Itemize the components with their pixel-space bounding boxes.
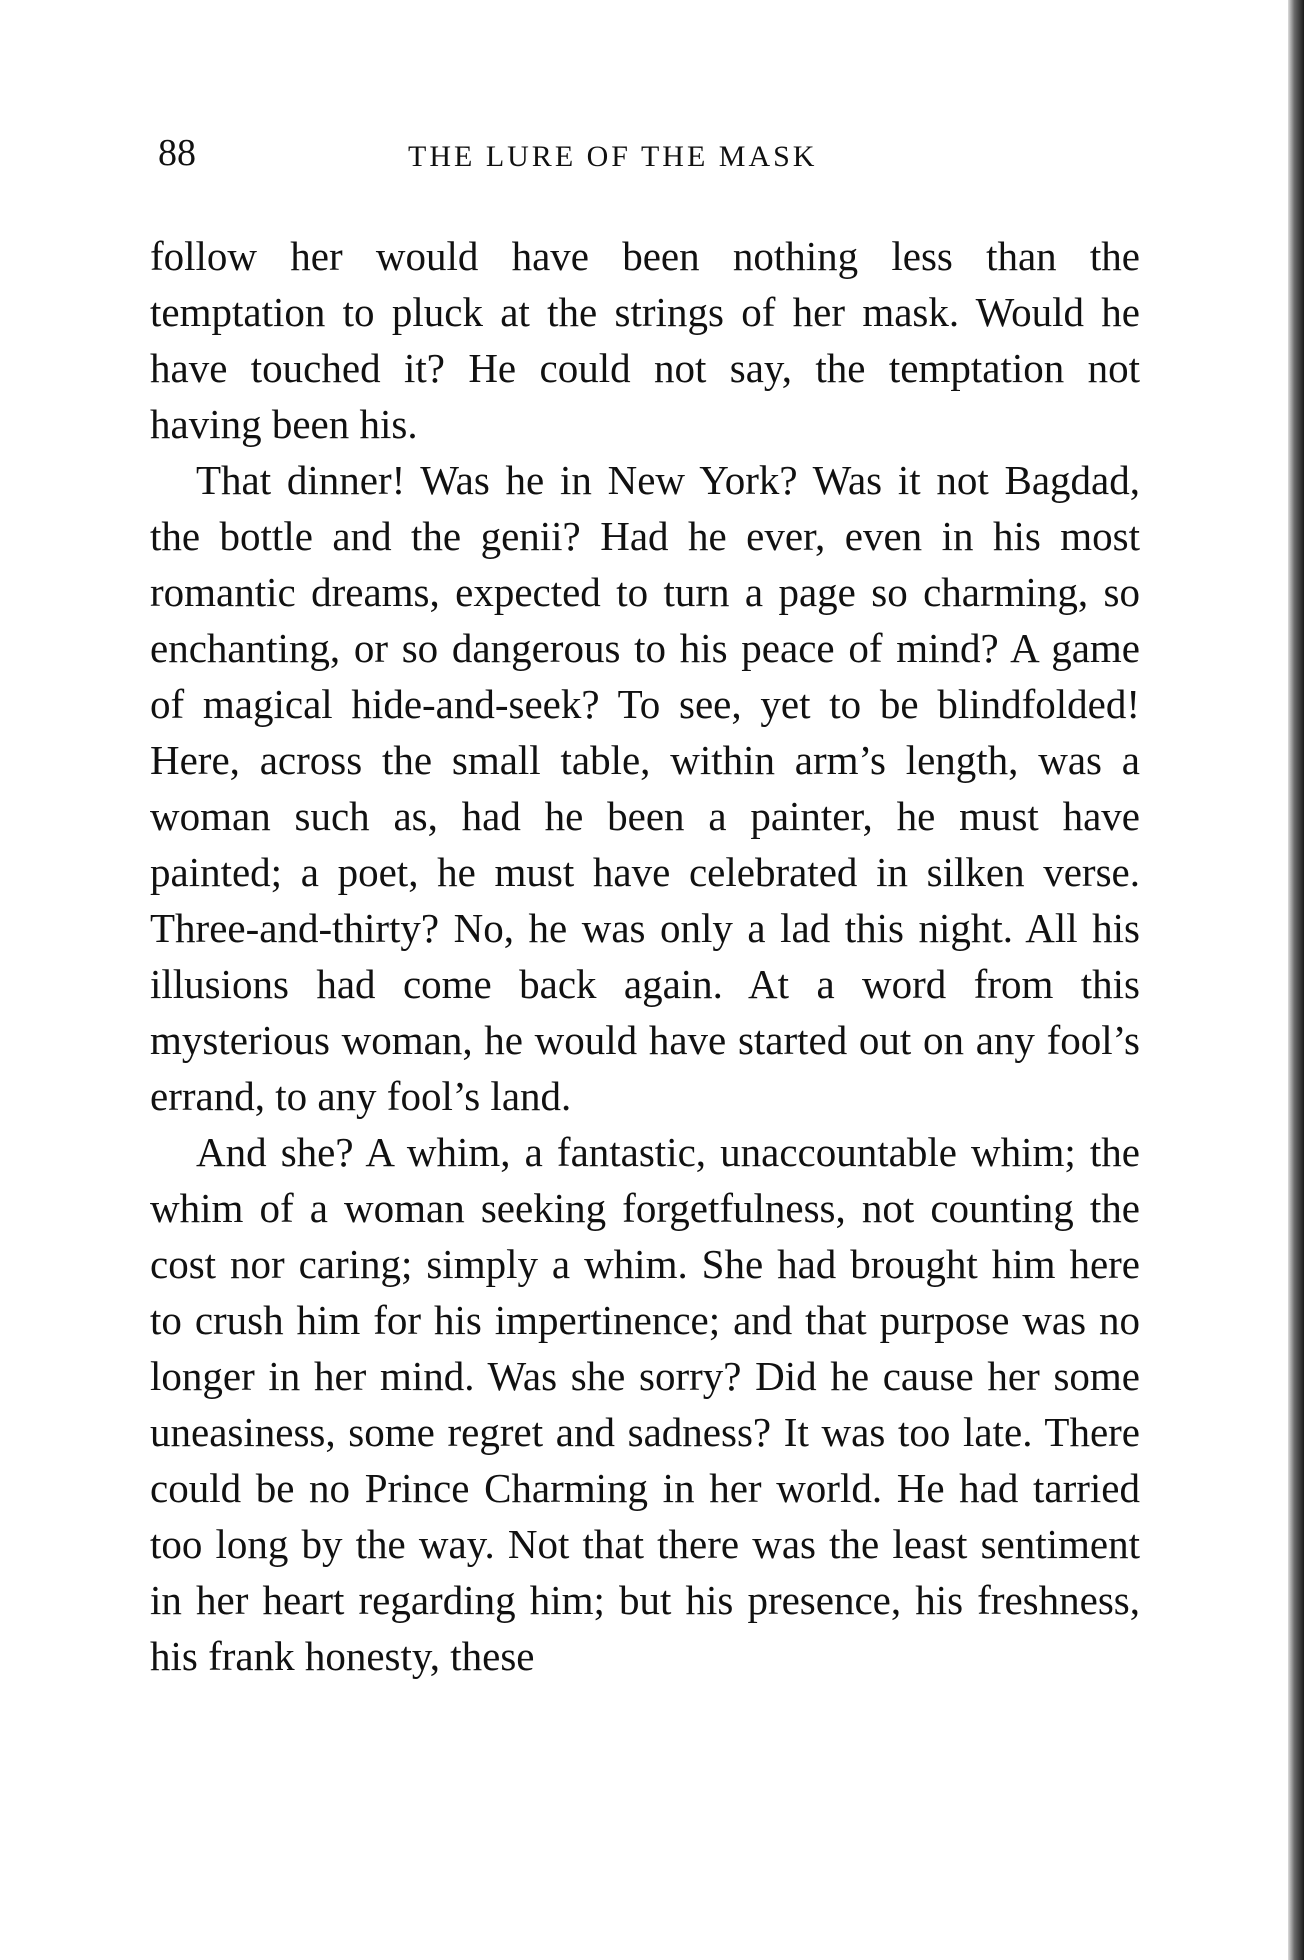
body-text [150, 228, 1140, 1684]
running-title: THE LURE OF THE MASK [408, 140, 818, 173]
page-number: 88 [158, 132, 196, 174]
page-binding-edge [1288, 0, 1304, 1960]
paragraph: That dinner! Was he in New York? Was it not Bagdad, the bottle and the genii? Had he ever, even in his most romantic dreams, expected to turn a page so charming, so enchanting, or so dangerous to his peace of mind? A game of magical hide-and-seek? To see, yet to be blindfolded! Here, across the small table, within arm’s length, was a woman such as, had he been a painter, he must have painted; a poet, he must have celebrated in silken verse. Three-and-thirty? No, he was only a lad this night. All his illusions had come back again. At a word from this mysterious woman, he would have started out on any fool’s errand, to any fool’s land. [150, 457, 1140, 1119]
paragraph-continued: follow her would have been nothing less than the temptation to pluck at the strings of her mask. Would he have touched it? He could not say, the temptation not having been his. [150, 233, 1140, 447]
paragraph: And she? A whim, a fantastic, unaccountable whim; the whim of a woman seeking forgetfulness, not counting the cost nor caring; simply a whim. She had brought him here to crush him for his impertinence; and that purpose was no longer in her mind. Was she sorry? Did he cause her some uneasiness, some regret and sadness? It was too late. There could be no Prince Charming in her world. He had tarried too long by the way. Not that there was the least sentiment in her heart regarding him; but his presence, his freshness, his frank honesty, these [150, 1129, 1140, 1679]
page-header [158, 128, 1158, 178]
